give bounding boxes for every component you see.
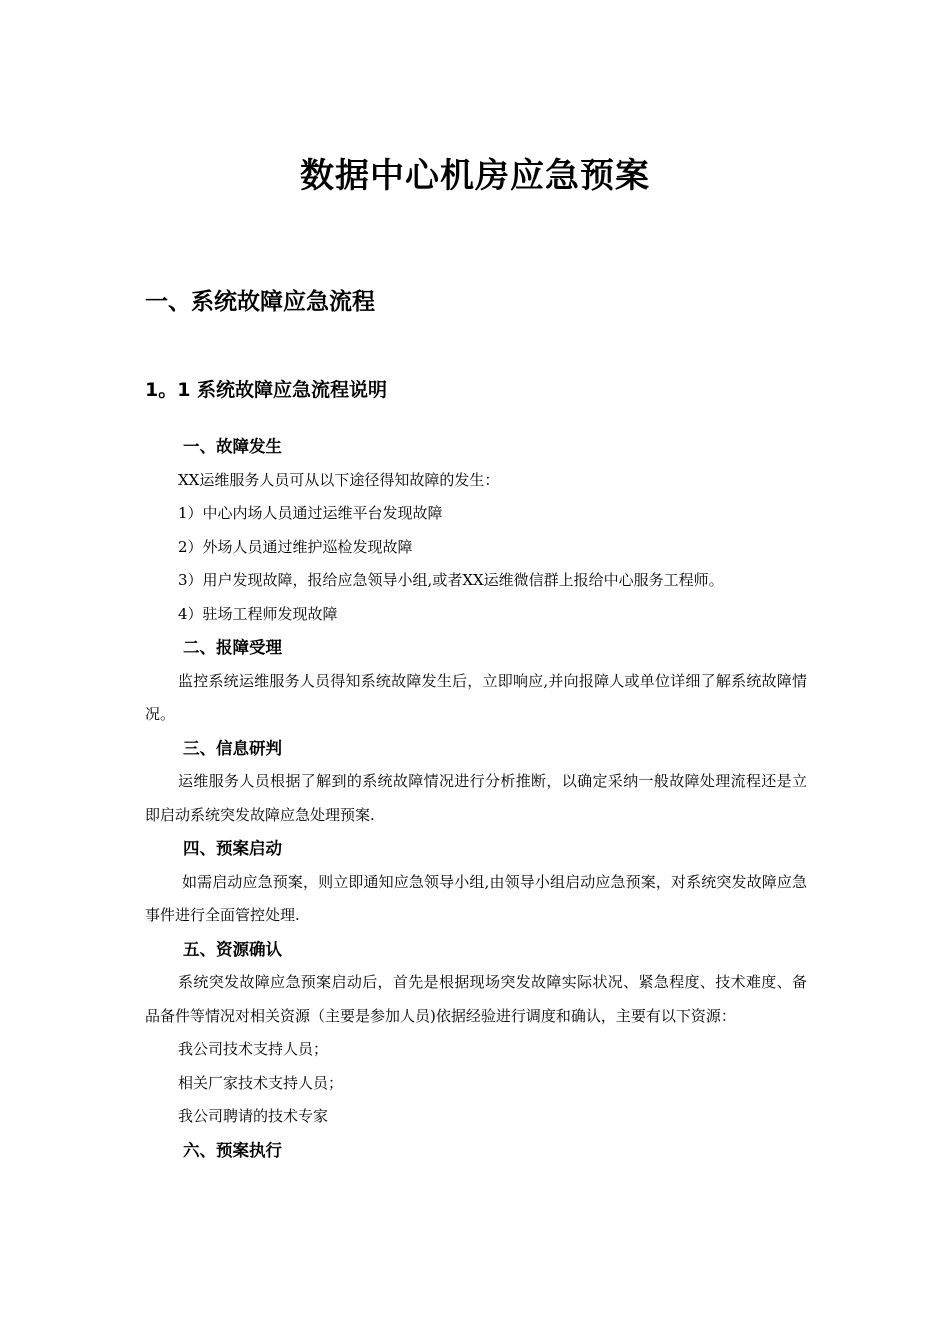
step-heading-fault-occurrence: 一、故障发生 [183, 437, 282, 456]
list-item: 我公司聘请的技术专家 [178, 1107, 329, 1125]
step-heading-report-acceptance: 二、报障受理 [183, 638, 282, 657]
list-item: 我公司技术支持人员； [178, 1040, 329, 1058]
document-title: 数据中心机房应急预案 [300, 156, 650, 196]
section-heading: 一、系统故障应急流程 [145, 289, 375, 315]
subsection-heading: 1。1 系统故障应急流程说明 [145, 379, 388, 401]
paragraph: 监控系统运维服务人员得知系统故障发生后，立即响应,并向报障人或单位详细了解系统故障情况。 [145, 671, 807, 723]
list-item: 1）中心内场人员通过运维平台发现故障 [178, 504, 443, 522]
list-item: 相关厂家技术支持人员； [178, 1073, 344, 1092]
paragraph-line: XX运维服务人员可从以下途径得知故障的发生： [178, 470, 500, 489]
list-item: 3）用户发现故障，报给应急领导小组,或者XX运维微信群上报给中心服务工程师。 [178, 571, 724, 589]
paragraph: 运维服务人员根据了解到的系统故障情况进行分析推断，以确定采纳一般故障处理流程还是立即启动系统突发故障应急处理预案. [145, 772, 807, 824]
list-item: 4）驻场工程师发现故障 [178, 604, 338, 623]
paragraph: 如需启动应急预案，则立即通知应急领导小组,由领导小组启动应急预案，对系统突发故障应急事件进行全面管控处理. [145, 872, 807, 924]
paragraph: 系统突发故障应急预案启动后，首先是根据现场突发故障实际状况、紧急程度、技术难度、备品备件等情况对相关资源（主要是参加人员)依据经验进行调度和确认，主要有以下资源： [145, 973, 807, 1025]
step-heading-plan-activation: 四、预案启动 [183, 839, 282, 858]
document-body [145, 430, 807, 1167]
step-heading-resource-confirmation: 五、资源确认 [183, 939, 282, 959]
step-heading-plan-execution: 六、预案执行 [183, 1140, 282, 1160]
step-heading-info-analysis: 三、信息研判 [183, 738, 282, 758]
list-item: 2）外场人员通过维护巡检发现故障 [178, 537, 413, 556]
